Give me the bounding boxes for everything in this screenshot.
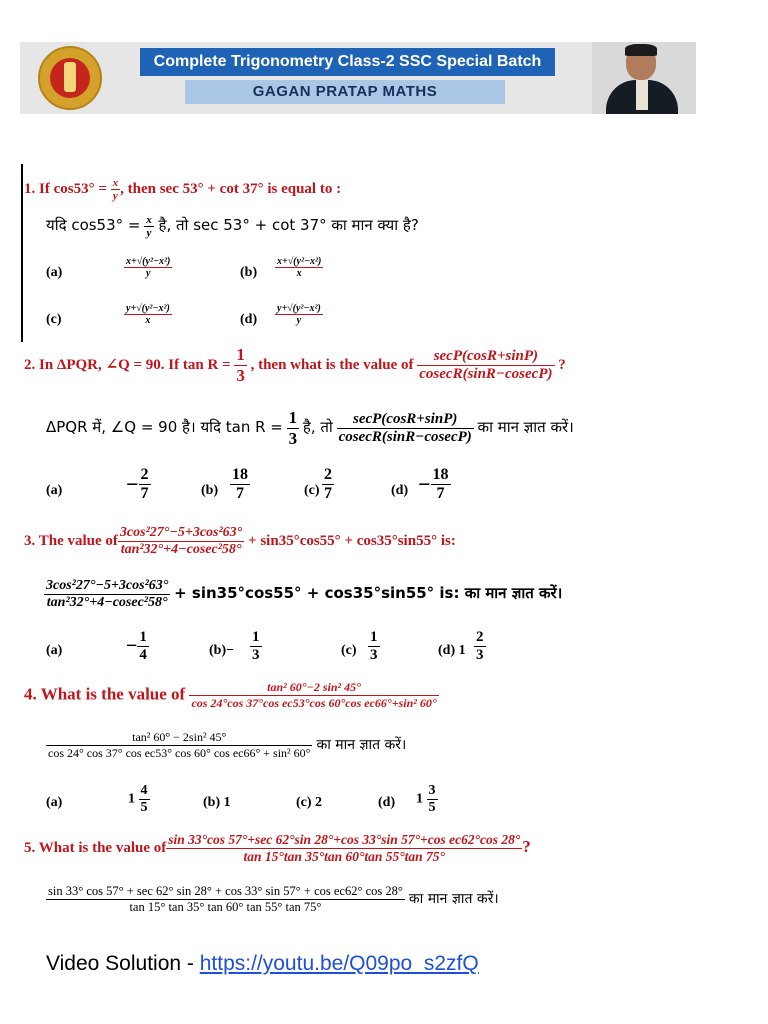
question-4-hindi bbox=[46, 730, 406, 761]
option-c-label: (c) bbox=[341, 643, 357, 658]
numerator: 1 bbox=[252, 629, 260, 645]
numerator: 1 bbox=[288, 408, 298, 427]
presenter-photo bbox=[592, 42, 696, 114]
question-text: What is the value of bbox=[40, 684, 186, 704]
option-a-label: (a) bbox=[46, 483, 63, 498]
denominator: x bbox=[296, 268, 302, 279]
question-3 bbox=[24, 525, 456, 558]
minus-sign: − bbox=[126, 471, 139, 497]
numerator: y+√(y²−x²) bbox=[277, 303, 321, 314]
emblem-logo bbox=[38, 46, 102, 110]
numerator: 2 bbox=[324, 466, 332, 483]
option-c-value bbox=[322, 466, 334, 503]
denominator: tan²32°+4−cosec²58° bbox=[120, 542, 242, 557]
option-d-value bbox=[416, 783, 438, 816]
numerator: secP(cosR+sinP) bbox=[337, 411, 474, 429]
denominator: y bbox=[296, 315, 302, 326]
denominator: 3 bbox=[370, 647, 378, 663]
hindi-text: का मान ज्ञात करें। bbox=[477, 417, 574, 436]
numerator: sin 33°cos 57°+sec 62°sin 28°+cos 33°sin 57°+cos ec62°cos 28° bbox=[168, 832, 521, 847]
option-b-label: (b) bbox=[201, 483, 219, 498]
option-c-value bbox=[368, 629, 380, 664]
margin-rule bbox=[21, 164, 23, 342]
numerator: y+√(y²−x²) bbox=[126, 303, 170, 314]
numerator: secP(cosR+sinP) bbox=[417, 348, 554, 366]
hindi-text: यदि cos53° = bbox=[46, 215, 141, 234]
numerator: x+√(y²−x²) bbox=[277, 256, 322, 267]
denominator: 3 bbox=[252, 647, 260, 663]
fraction bbox=[417, 348, 554, 383]
question-3-hindi bbox=[44, 578, 562, 611]
fraction bbox=[427, 783, 438, 816]
question-5 bbox=[24, 832, 531, 865]
fraction bbox=[287, 408, 300, 449]
option-c-label: (c) bbox=[304, 483, 320, 498]
hindi-text: ΔPQR में, ∠Q = 90 है। यदि tan R = bbox=[46, 417, 283, 436]
question-text: , then what is the value of bbox=[250, 356, 414, 373]
fraction bbox=[166, 832, 522, 865]
question-1 bbox=[24, 177, 341, 202]
question-text: If cos53° = bbox=[39, 180, 107, 197]
option-a-label: (a) bbox=[46, 795, 63, 810]
denominator: tan 15° tan 35° tan 60° tan 55° tan 75° bbox=[129, 900, 322, 914]
numerator: 3 bbox=[428, 783, 436, 798]
question-number: 5. bbox=[24, 839, 36, 856]
option-a-value bbox=[126, 629, 149, 664]
denominator: y bbox=[146, 227, 152, 239]
question-number: 1. bbox=[24, 180, 36, 197]
denominator: 7 bbox=[140, 485, 149, 502]
question-text: + sin35°cos55° + cos35°sin55° is: bbox=[248, 532, 456, 549]
fraction bbox=[46, 730, 312, 761]
option-c-label: (c) bbox=[46, 312, 62, 327]
numerator: 4 bbox=[140, 783, 148, 798]
fraction bbox=[189, 680, 438, 711]
option-b-value bbox=[275, 256, 323, 279]
denominator: 3 bbox=[236, 366, 245, 385]
denominator: cosecR(sinR−cosecP) bbox=[419, 366, 553, 382]
denominator: 5 bbox=[428, 800, 436, 815]
hindi-text: है, तो sec 53° + cot 37° का मान क्या है? bbox=[153, 215, 419, 234]
fraction bbox=[139, 783, 150, 816]
hindi-text: का मान ज्ञात करें। bbox=[316, 737, 407, 754]
denominator: y bbox=[112, 190, 118, 202]
option-d-label: (d) bbox=[240, 312, 258, 327]
header-banner bbox=[20, 42, 696, 114]
hindi-text: + sin35°cos55° + cos35°sin55° is: का मान ज्ञात करें। bbox=[174, 583, 563, 602]
question-2-hindi bbox=[46, 408, 574, 449]
numerator: 1 bbox=[236, 345, 245, 364]
denominator: tan²32°+4−cosec²58° bbox=[46, 595, 168, 610]
numerator: 2 bbox=[476, 629, 484, 645]
numerator: 3cos²27°−5+3cos²63° bbox=[46, 578, 169, 593]
banner-subtitle: GAGAN PRATAP MATHS bbox=[185, 80, 505, 104]
denominator: tan 15°tan 35°tan 60°tan 55°tan 75° bbox=[243, 849, 445, 864]
question-text: In ΔPQR, ∠Q = 90. If tan R = bbox=[39, 356, 231, 373]
numerator: x+√(y²−x²) bbox=[126, 256, 171, 267]
denominator: 7 bbox=[236, 485, 244, 502]
question-text: ? bbox=[558, 356, 566, 373]
fraction bbox=[118, 525, 244, 558]
option-b-label: (b)− bbox=[209, 643, 235, 658]
denominator: y bbox=[145, 268, 151, 279]
denominator: cos 24° cos 37° cos ec53° cos 60° cos ec66° + sin² 60° bbox=[48, 746, 311, 760]
option-d-label: (d) bbox=[378, 795, 396, 810]
option-a-value bbox=[128, 783, 150, 816]
numerator: 18 bbox=[232, 466, 248, 483]
question-4 bbox=[24, 680, 439, 711]
question-text: The value of bbox=[38, 532, 118, 549]
video-solution-link[interactable]: https://youtu.be/Q09po_s2zfQ bbox=[199, 952, 479, 975]
numerator: tan² 60° − 2sin² 45° bbox=[46, 730, 312, 746]
denominator: 7 bbox=[324, 485, 332, 502]
minus-sign: − bbox=[126, 635, 138, 657]
whole-number: 1 bbox=[128, 791, 135, 807]
question-text: , then sec 53° + cot 37° is equal to : bbox=[120, 180, 342, 197]
numerator: 18 bbox=[432, 466, 449, 483]
option-d-label: (d) 1 bbox=[438, 643, 466, 658]
denominator: 4 bbox=[139, 647, 147, 663]
option-a-value bbox=[126, 466, 151, 503]
option-a-value bbox=[124, 256, 172, 279]
fraction bbox=[139, 466, 151, 503]
option-d-value bbox=[474, 629, 486, 664]
fraction bbox=[337, 411, 474, 446]
denominator: x bbox=[145, 315, 151, 326]
option-c-label: (c) 2 bbox=[296, 795, 323, 810]
fraction bbox=[431, 466, 451, 503]
question-text: ? bbox=[522, 836, 531, 856]
question-number: 3. bbox=[24, 532, 36, 549]
hindi-text: का मान ज्ञात करें। bbox=[408, 891, 499, 908]
option-d-value bbox=[275, 303, 323, 326]
option-d-label: (d) bbox=[391, 483, 409, 498]
minus-sign: − bbox=[418, 471, 431, 497]
option-b-label: (b) bbox=[240, 265, 258, 280]
question-text: What is the value of bbox=[38, 839, 167, 856]
denominator: 3 bbox=[288, 429, 298, 448]
hindi-text: है, तो bbox=[302, 417, 333, 436]
option-d-value bbox=[418, 466, 451, 503]
denominator: 5 bbox=[140, 800, 148, 815]
fraction bbox=[46, 884, 405, 915]
denominator: cos 24°cos 37°cos ec53°cos 60°cos ec66°+sin² 60° bbox=[191, 696, 437, 710]
numerator: x bbox=[146, 214, 152, 226]
numerator: 1 bbox=[370, 629, 378, 645]
option-a-label: (a) bbox=[46, 265, 63, 280]
whole-number: 1 bbox=[416, 791, 423, 807]
numerator: sin 33° cos 57° + sec 62° sin 28° + cos 33° sin 57° + cos ec62° cos 28° bbox=[48, 884, 403, 898]
denominator: cosecR(sinR−cosecP) bbox=[338, 429, 472, 445]
fraction bbox=[111, 177, 121, 202]
fraction bbox=[44, 578, 170, 611]
option-c-value bbox=[124, 303, 172, 326]
video-solution-label: Video Solution - bbox=[46, 952, 200, 975]
option-a-label: (a) bbox=[46, 643, 63, 658]
question-2 bbox=[24, 345, 566, 386]
fraction bbox=[144, 214, 154, 239]
numerator: x bbox=[112, 177, 119, 189]
question-number: 4. bbox=[24, 684, 37, 704]
denominator: 3 bbox=[476, 647, 484, 663]
question-number: 2. bbox=[24, 356, 36, 373]
option-b-value bbox=[250, 629, 262, 664]
option-b-value bbox=[230, 466, 250, 503]
numerator: 3cos²27°−5+3cos²63° bbox=[119, 525, 243, 540]
numerator: 1 bbox=[139, 629, 147, 645]
video-solution bbox=[46, 952, 479, 976]
option-b-label: (b) 1 bbox=[203, 795, 231, 810]
question-5-hindi bbox=[46, 884, 499, 915]
banner-title: Complete Trigonometry Class-2 SSC Special Batch bbox=[140, 48, 555, 76]
fraction bbox=[137, 629, 149, 664]
question-1-hindi bbox=[46, 214, 419, 239]
numerator: tan² 60°−2 sin² 45° bbox=[189, 680, 438, 696]
numerator: 2 bbox=[140, 466, 149, 483]
denominator: 7 bbox=[436, 485, 445, 502]
fraction bbox=[234, 345, 247, 386]
